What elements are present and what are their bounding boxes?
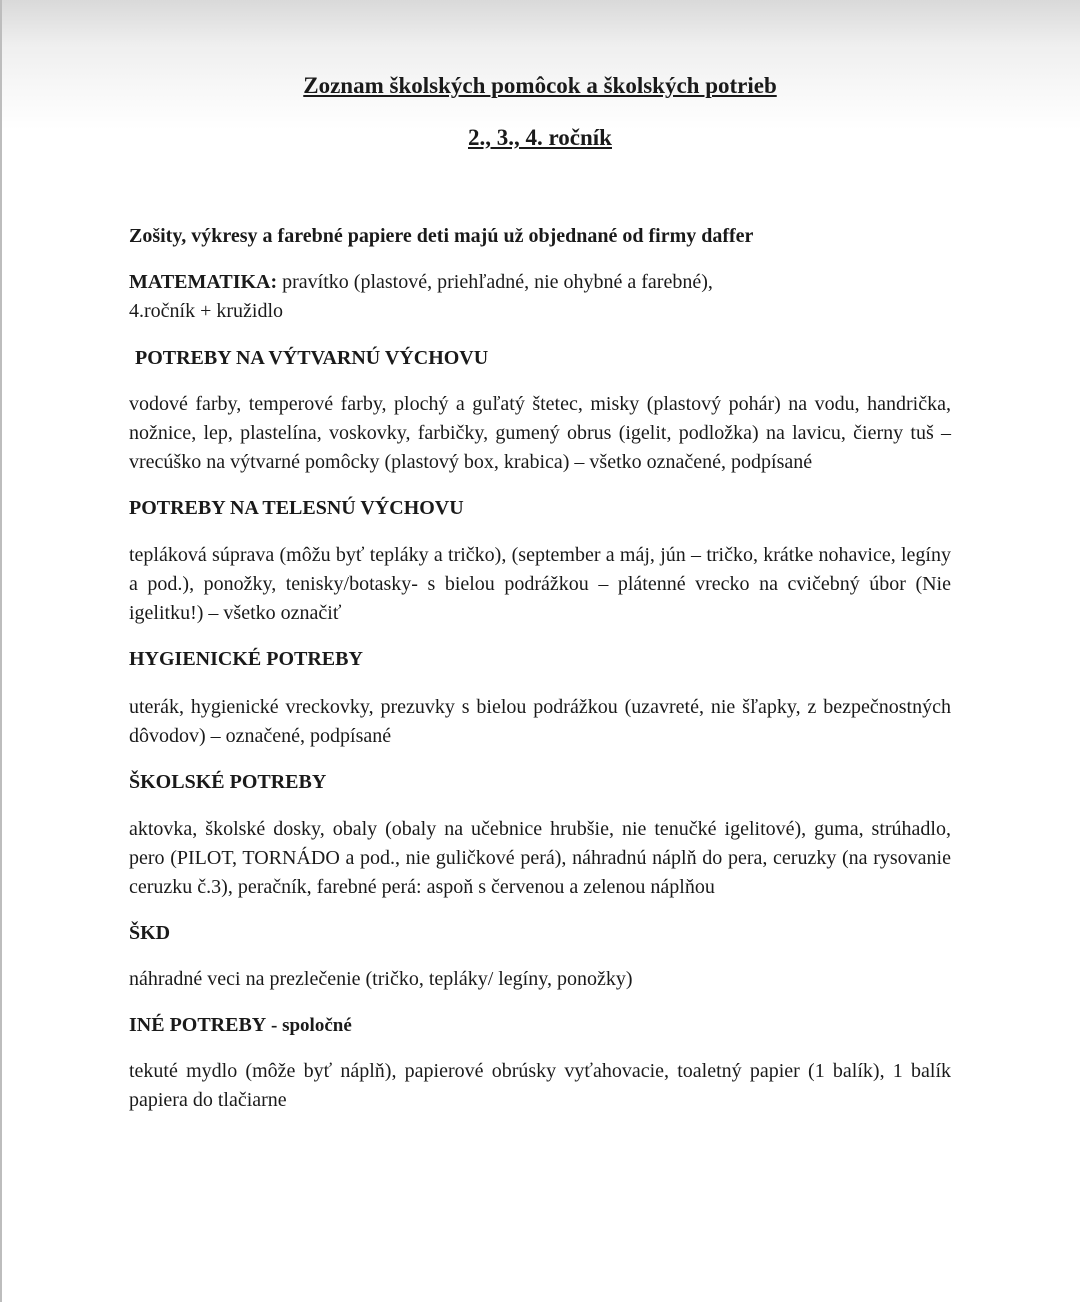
text-other-supplies: tekuté mydlo (môže byť náplň), papierové obrúsky vyťahovacie, toaletný papier (1 balík), 1 balík papiera do tlačiarne [129,1060,951,1111]
math-section [129,268,951,326]
heading-physical-education: POTREBY NA TELESNÚ VÝCHOVU [129,497,464,519]
text-physical-education: tepláková súprava (môžu byť tepláky a tričko), (september a máj, jún – tričko, krátke nohavice, legíny a pod.), ponožky, tenisky/botasky- s bielou podrážkou – plátenné vrecko na cvičebný úbor (Nie igelitku!) – všetko označiť [129,544,951,624]
heading-hygiene: HYGIENICKÉ POTREBY [129,648,363,670]
document-subtitle: 2., 3., 4. ročník [468,125,612,150]
math-text: pravítko (plastové, priehľadné, nie ohybné a farebné), [277,271,713,293]
intro-note: Zošity, výkresy a farebné papiere deti majú už objednané od firmy daffer [129,225,754,247]
document-page [129,68,951,1115]
heading-other-supplies [129,1011,951,1040]
math-line2: 4.ročník + kružidlo [129,300,284,322]
text-skd: náhradné veci na prezlečenie (tričko, tepláky/ legíny, ponožky) [129,968,633,990]
heading-other-label: INÉ POTREBY [129,1014,267,1036]
text-art-education: vodové farby, temperové farby, plochý a guľatý štetec, misky (plastový pohár) na vodu, handrička, nožnice, lep, plastelína, voskovky, farbičky, gumený obrus (igelit, podložka) na lavicu, čierny tuš – vrecúško na výtvarné pomôcky (plastový box, krabica) – všetko označené, podpísané [129,393,951,473]
page-left-edge [0,0,2,1302]
document-title: Zoznam školských pomôcok a školských potrieb [303,73,777,98]
heading-skd: ŠKD [129,922,171,944]
text-school-supplies: aktovka, školské dosky, obaly (obaly na učebnice hrubšie, nie tenučké igelitové), guma, strúhadlo, pero (PILOT, TORNÁDO a pod., nie guličkové perá), náhradnú náplň do pera, ceruzky (na rysovanie ceruzku č.3), peračník, farebné perá: aspoň s červenou a zelenou náplňou [129,818,951,898]
heading-art-education: POTREBY NA VÝTVARNÚ VÝCHOVU [135,347,489,369]
math-label: MATEMATIKA: [129,271,278,293]
text-hygiene: uterák, hygienické vreckovky, prezuvky s bielou podrážkou (uzavreté, nie šľapky, z bezpečnostných dôvodov) – označené, podpísané [129,696,951,747]
heading-other-suffix: - spoločné [266,1015,352,1036]
heading-school-supplies: ŠKOLSKÉ POTREBY [129,771,327,793]
